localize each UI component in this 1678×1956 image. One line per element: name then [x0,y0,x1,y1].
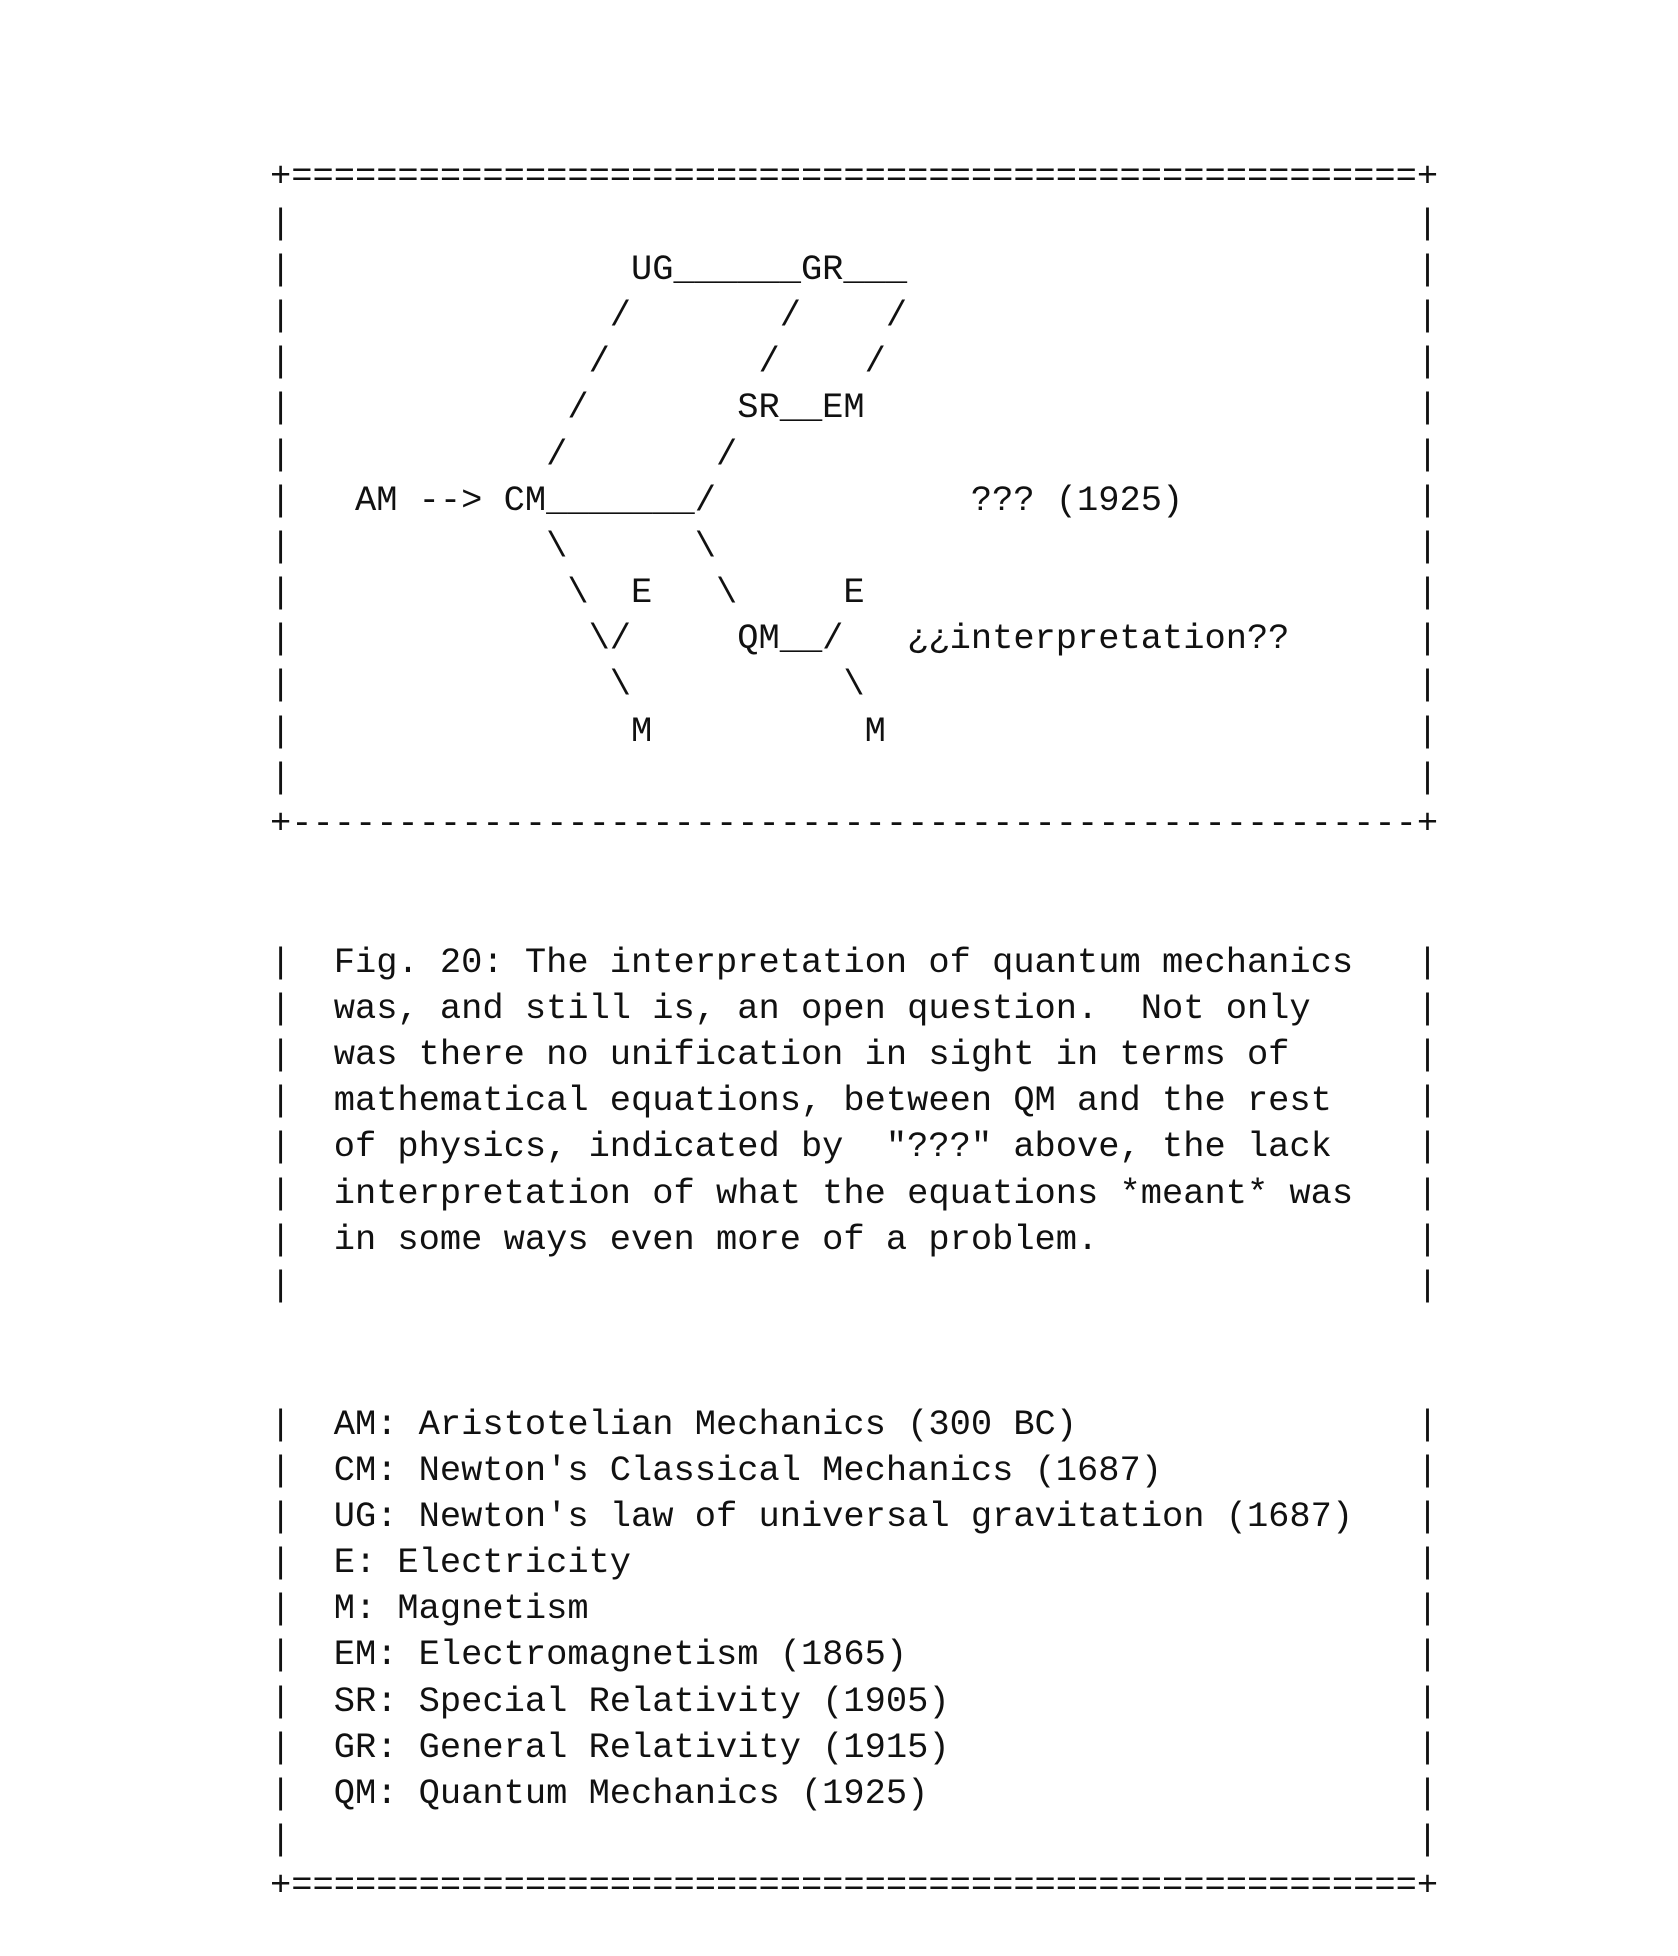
diagram-line: | / / | [270,434,1439,475]
caption-line: | of physics, indicated by "???" above, the lack | [270,1127,1439,1168]
diagram-line: | | [270,203,1439,244]
ascii-figure [270,62,1438,1956]
diagram-line: | / / / | [270,342,1439,383]
caption-line: | mathematical equations, between QM and the rest | [270,1081,1439,1122]
legend-line: | | [270,1820,1439,1861]
caption-line: | was there no unification in sight in terms of | [270,1035,1439,1075]
diagram-line: | / / / | [270,295,1439,336]
diagram-line: +-----------------------------------------------------+ [270,804,1439,845]
diagram-line: | M M | [270,711,1439,752]
abbreviation-legend [270,1402,1438,1910]
diagram-line: | AM --> CM_______/ ??? (1925) | [270,480,1439,521]
caption-line: | was, and still is, an open question. Not only | [270,988,1439,1029]
legend-line: | CM: Newton's Classical Mechanics (1687) | [270,1450,1439,1491]
legend-line: | M: Magnetism | [270,1589,1439,1630]
diagram-line: | UG______GR___ | [270,249,1439,290]
diagram-line: | \ \ | [270,665,1439,706]
legend-line: | E: Electricity | [270,1543,1439,1584]
legend-line: | SR: Special Relativity (1905) | [270,1681,1439,1722]
ascii-diagram [270,154,1438,847]
diagram-line: | \ \ | [270,526,1439,567]
caption-line: | interpretation of what the equations *meant* was | [270,1173,1439,1214]
legend-line: +=====================================================+ [270,1866,1439,1907]
legend-line: | EM: Electromagnetism (1865) | [270,1635,1439,1676]
diagram-line: | \/ QM__/ ¿¿interpretation?? | [270,619,1439,660]
caption-line: | Fig. 20: The interpretation of quantum mechanics | [270,942,1439,983]
diagram-line: | \ E \ E | [270,573,1439,614]
legend-line: | UG: Newton's law of universal gravitation (1687) | [270,1496,1439,1537]
legend-line: | QM: Quantum Mechanics (1925) | [270,1774,1439,1815]
diagram-line: +=====================================================+ [270,157,1439,198]
caption-line: | in some ways even more of a problem. | [270,1219,1439,1260]
diagram-line: | / SR__EM | [270,388,1439,429]
diagram-line: | | [270,757,1439,798]
legend-line: | AM: Aristotelian Mechanics (300 BC) | [270,1404,1439,1445]
figure-caption [270,940,1438,1310]
legend-line: | GR: General Relativity (1915) | [270,1727,1439,1768]
caption-line: | | [270,1265,1439,1306]
